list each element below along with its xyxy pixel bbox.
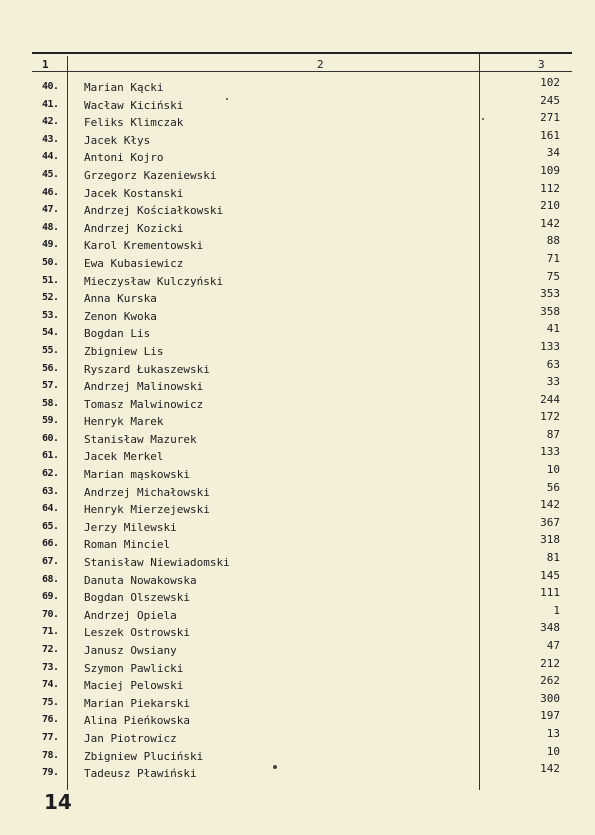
row-number: 45. <box>42 168 59 180</box>
table-row <box>0 199 595 220</box>
person-name: Janusz Owsiany <box>84 644 177 657</box>
table-row <box>0 216 595 238</box>
row-number: 44. <box>42 151 59 163</box>
person-name: Anna Kurska <box>84 292 157 306</box>
row-number: 66. <box>42 538 59 550</box>
row-number: 55. <box>42 344 59 356</box>
vote-count: 145 <box>540 568 560 582</box>
column-header-2: 2 <box>317 58 324 71</box>
vote-count: 71 <box>546 251 560 265</box>
table-header-rule <box>32 71 572 72</box>
row-number: 58. <box>42 397 59 409</box>
row-number: 76. <box>42 714 59 726</box>
table-row <box>0 533 595 554</box>
person-name: Tadeusz Pławiński <box>84 767 197 781</box>
person-name: Antoni Kojro <box>84 151 164 165</box>
vote-count: 34 <box>546 146 560 160</box>
row-number: 50. <box>42 256 59 268</box>
row-number: 75. <box>42 696 59 708</box>
table-row <box>0 234 595 255</box>
person-name: Jerzy Milewski <box>84 520 177 534</box>
row-number: 70. <box>42 608 59 620</box>
table-row <box>0 93 595 115</box>
table-row <box>0 656 595 678</box>
vote-count: 367 <box>540 515 560 529</box>
row-number: 54. <box>42 327 59 339</box>
print-speck <box>273 765 277 769</box>
row-number: 43. <box>42 133 59 145</box>
person-name: Bogdan Lis <box>84 327 151 341</box>
table-row <box>0 603 595 625</box>
table-row <box>0 498 595 519</box>
row-number: 41. <box>42 98 59 110</box>
vote-count: 142 <box>540 762 560 776</box>
person-name: Wacław Kiciński <box>84 98 184 112</box>
column-header-3: 3 <box>538 58 545 71</box>
vote-count: 172 <box>540 410 560 424</box>
person-name: Mieczysław Kulczyński <box>84 274 224 288</box>
vote-count: 245 <box>540 93 560 107</box>
vote-count: 33 <box>546 375 560 389</box>
person-name: Andrzej Michałowski <box>84 485 210 499</box>
table-row <box>0 322 595 343</box>
row-number: 63. <box>42 485 59 497</box>
person-name: Jacek Merkel <box>84 450 164 464</box>
row-number: 59. <box>42 415 59 427</box>
table-row <box>0 586 595 607</box>
row-number: 67. <box>42 556 59 568</box>
person-name: Alina Pieńkowska <box>84 714 190 728</box>
row-number: 65. <box>42 520 59 532</box>
row-number: 79. <box>42 767 59 779</box>
vote-count: 111 <box>540 586 560 600</box>
page-number: 14 <box>44 790 72 814</box>
table-row <box>0 287 595 308</box>
vote-count: 1 <box>553 603 560 617</box>
table-row <box>0 76 595 97</box>
person-name: Jan Piotrowicz <box>84 731 177 745</box>
person-name: Henryk Mierzejewski <box>84 503 210 517</box>
table-row <box>0 463 595 484</box>
column-header-1: 1 <box>42 58 49 71</box>
person-name: Karol Krementowski <box>84 239 204 253</box>
person-name: Zenon Kwoka <box>84 309 157 323</box>
table-row <box>0 304 595 326</box>
table-row <box>0 551 595 572</box>
person-name: Zbigniew Pluciński <box>84 749 204 763</box>
row-number: 61. <box>42 450 59 462</box>
vote-count: 212 <box>540 656 560 670</box>
table-row <box>0 269 595 291</box>
person-name: Danuta Nowakowska <box>84 573 197 587</box>
vote-count: 348 <box>540 621 560 635</box>
row-number: 57. <box>42 380 59 392</box>
vote-count: 102 <box>540 76 560 89</box>
person-name: Ewa Kubasiewicz <box>84 256 184 270</box>
print-speck <box>482 118 484 120</box>
person-name: Andrzej Kozicki <box>84 221 184 235</box>
row-number: 48. <box>42 221 59 233</box>
table-row <box>0 410 595 431</box>
vote-count: 133 <box>540 445 560 459</box>
row-number: 69. <box>42 591 59 603</box>
row-number: 68. <box>42 573 59 585</box>
vote-count: 63 <box>546 357 560 371</box>
table-row <box>0 111 595 132</box>
row-number: 78. <box>42 749 59 761</box>
vote-count: 300 <box>540 691 560 705</box>
vote-count: 41 <box>546 322 560 336</box>
person-name: Zbigniew Lis <box>84 344 164 358</box>
person-name: Roman Minciel <box>84 538 171 552</box>
table-row <box>0 339 595 361</box>
vote-count: 262 <box>540 674 560 688</box>
vote-count: 161 <box>540 128 560 142</box>
vote-count: 271 <box>540 111 560 125</box>
table-row <box>0 726 595 748</box>
person-name: Bogdan Olszewski <box>84 591 190 605</box>
row-number: 64. <box>42 503 59 515</box>
vote-count: 56 <box>546 480 560 494</box>
row-number: 77. <box>42 731 59 743</box>
row-number: 49. <box>42 239 59 251</box>
person-name: Tomasz Malwinowicz <box>84 397 204 411</box>
table-row <box>0 674 595 695</box>
person-name: Stanisław Mazurek <box>84 432 197 446</box>
vote-count: 353 <box>540 287 560 301</box>
table-row <box>0 480 595 502</box>
table-row <box>0 744 595 766</box>
vote-count: 133 <box>540 339 560 353</box>
table-row <box>0 691 595 713</box>
row-number: 51. <box>42 274 59 286</box>
person-name: Leszek Ostrowski <box>84 626 190 640</box>
table-row <box>0 128 595 150</box>
table-row <box>0 445 595 466</box>
table-row <box>0 375 595 396</box>
person-name: Jacek Kłys <box>84 133 151 147</box>
row-number: 52. <box>42 292 59 304</box>
vote-count: 358 <box>540 304 560 318</box>
row-number: 62. <box>42 468 59 480</box>
person-name: Maciej Pelowski <box>84 679 184 693</box>
vote-count: 109 <box>540 163 560 177</box>
person-name: Marian Piekarski <box>84 696 190 710</box>
vote-count: 81 <box>546 551 560 565</box>
vote-count: 318 <box>540 533 560 547</box>
person-name: Marian mąskowski <box>84 468 190 482</box>
table-top-rule <box>32 52 572 54</box>
row-number: 46. <box>42 186 59 198</box>
table-row <box>0 621 595 642</box>
table-row <box>0 762 595 783</box>
person-name: Grzegorz Kazeniewski <box>84 168 217 182</box>
table-row <box>0 427 595 449</box>
vote-count: 142 <box>540 216 560 230</box>
vote-count: 75 <box>546 269 560 283</box>
table-row <box>0 392 595 414</box>
row-number: 56. <box>42 362 59 374</box>
person-name: Andrzej Opiela <box>84 608 177 622</box>
table-row <box>0 163 595 185</box>
vote-count: 112 <box>540 181 560 195</box>
table-row <box>0 181 595 203</box>
row-number: 74. <box>42 679 59 691</box>
table-row <box>0 251 595 273</box>
row-number: 71. <box>42 626 59 638</box>
table-row <box>0 146 595 167</box>
table-body <box>0 76 595 783</box>
vote-count: 244 <box>540 392 560 406</box>
vote-count: 88 <box>546 234 560 248</box>
vote-count: 142 <box>540 498 560 512</box>
person-name: Feliks Klimczak <box>84 116 184 130</box>
table-row <box>0 357 595 379</box>
row-number: 40. <box>42 81 59 92</box>
person-name: Jacek Kostanski <box>84 186 184 200</box>
vote-count: 210 <box>540 199 560 213</box>
vote-count: 10 <box>546 463 560 477</box>
table-row <box>0 709 595 730</box>
table-row <box>0 568 595 590</box>
table-row <box>0 639 595 660</box>
print-speck <box>226 98 228 100</box>
person-name: Ryszard Łukaszewski <box>84 362 210 376</box>
vote-count: 13 <box>546 726 560 740</box>
vote-count: 87 <box>546 427 560 441</box>
person-name: Szymon Pawlicki <box>84 661 184 675</box>
vote-count: 47 <box>546 639 560 652</box>
vote-count: 197 <box>540 709 560 723</box>
person-name: Andrzej Malinowski <box>84 380 204 394</box>
vote-count: 10 <box>546 744 560 758</box>
row-number: 47. <box>42 204 59 216</box>
row-number: 60. <box>42 432 59 444</box>
person-name: Stanisław Niewiadomski <box>84 556 230 570</box>
table-row <box>0 515 595 537</box>
row-number: 73. <box>42 661 59 673</box>
person-name: Henryk Marek <box>84 415 164 429</box>
person-name: Andrzej Kościałkowski <box>84 204 224 218</box>
row-number: 72. <box>42 644 59 655</box>
row-number: 53. <box>42 309 59 321</box>
row-number: 42. <box>42 116 59 128</box>
person-name: Marian Kącki <box>84 81 164 94</box>
